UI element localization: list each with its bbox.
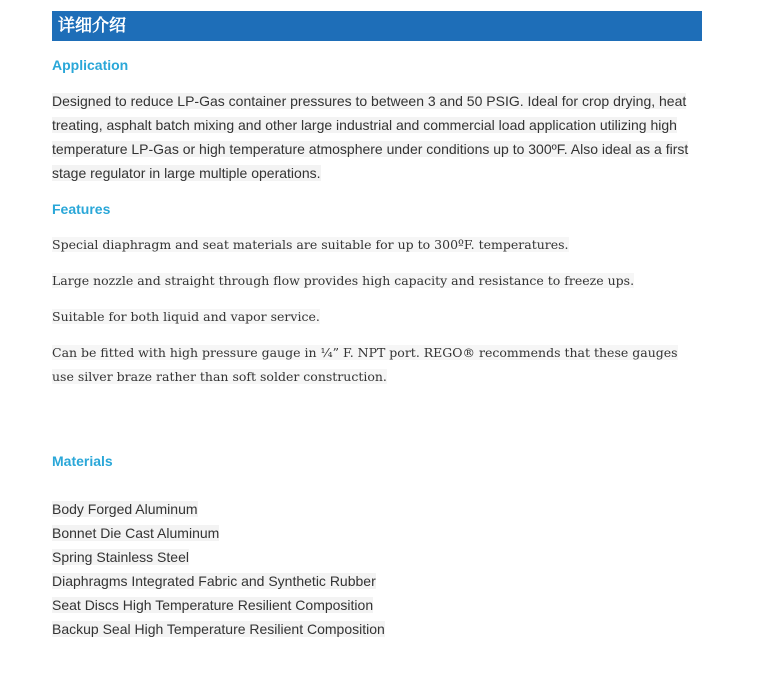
material-text: Backup Seal High Temperature Resilient Composition [52, 621, 385, 637]
material-text: Bonnet Die Cast Aluminum [52, 525, 220, 541]
material-item [52, 497, 702, 521]
application-paragraph: Designed to reduce LP-Gas container pressures to between 3 and 50 PSIG. Ideal for crop drying, heat treating, asphalt batch mixing and other large industrial and commercial load application utilizing high temperature LP-Gas or high temperature atmosphere under conditions up to 300ºF. Also ideal as a first stage regulator in large multiple operations. [52, 93, 689, 181]
feature-item [52, 305, 702, 329]
application-text [52, 89, 702, 185]
material-item [52, 521, 702, 545]
features-heading: Features [52, 201, 111, 217]
detail-title: 详细介绍 [58, 16, 126, 36]
feature-text: Special diaphragm and seat materials are suitable for up to 300ºF. temperatures. [52, 237, 569, 252]
feature-text: Suitable for both liquid and vapor service. [52, 309, 320, 324]
feature-item [52, 233, 702, 257]
application-heading: Application [52, 57, 129, 73]
materials-heading: Materials [52, 453, 113, 469]
materials-list [52, 497, 702, 641]
material-item [52, 617, 702, 641]
material-item [52, 593, 702, 617]
material-item [52, 569, 702, 593]
material-text: Spring Stainless Steel [52, 549, 189, 565]
feature-item [52, 269, 702, 293]
detail-title-bar [52, 11, 702, 41]
feature-item [52, 341, 702, 389]
feature-text: Large nozzle and straight through flow provides high capacity and resistance to freeze ups. [52, 273, 635, 288]
material-text: Diaphragms Integrated Fabric and Synthetic Rubber [52, 573, 376, 589]
material-text: Body Forged Aluminum [52, 501, 198, 517]
feature-text: Can be fitted with high pressure gauge in ¼” F. NPT port. REGO® recommends that these gauges use silver braze rather than soft solder construction. [52, 345, 678, 384]
material-text: Seat Discs High Temperature Resilient Composition [52, 597, 374, 613]
material-item [52, 545, 702, 569]
